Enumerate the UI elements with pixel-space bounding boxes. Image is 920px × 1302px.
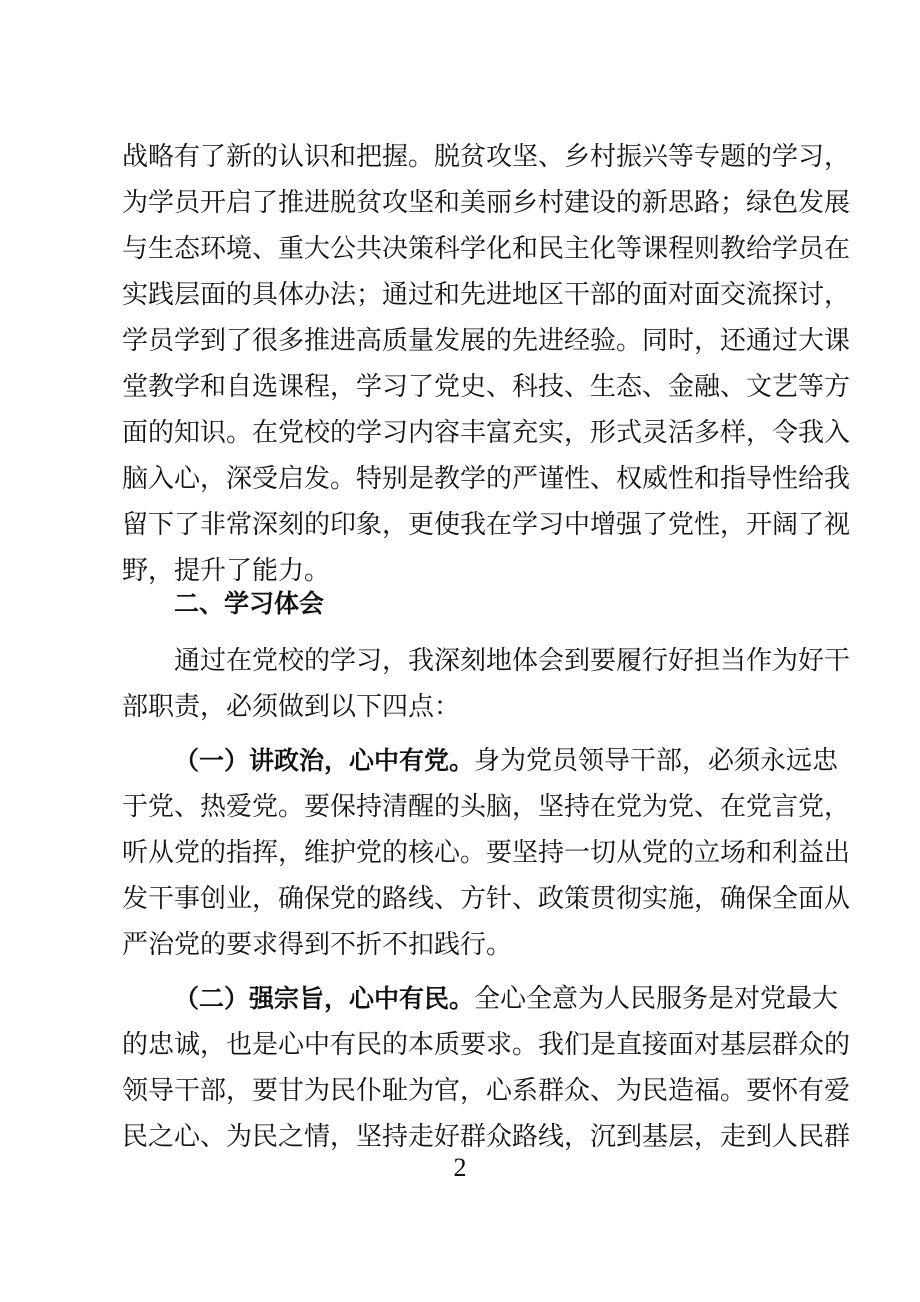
point-text: 身为党员领导干部，必须永远忠 xyxy=(474,746,839,776)
point-lead: （一）讲政治，心中有党。 xyxy=(174,746,475,775)
point-text: 全心全意为人民服务是对党最大 xyxy=(474,984,839,1014)
paragraph-line: 面的知识。在党校的学习内容丰富充实，形式灵活多样，令我入 xyxy=(122,418,851,448)
paragraph-line: 民之心、为民之情，坚持走好群众路线，沉到基层，走到人民群 xyxy=(122,1122,851,1152)
paragraph-line: 听从党的指挥，维护党的核心。要坚持一切从党的立场和利益出 xyxy=(122,838,851,868)
paragraph-line: 领导干部，要甘为民仆耻为官，心系群众、为民造福。要怀有爱 xyxy=(122,1076,851,1106)
paragraph-line: 部职责，必须做到以下四点： xyxy=(122,692,461,722)
paragraph-line: 的忠诚，也是心中有民的本质要求。我们是直接面对基层群众的 xyxy=(122,1030,851,1060)
paragraph-line: 为学员开启了推进脱贫攻坚和美丽乡村建设的新思路；绿色发展 xyxy=(122,188,851,218)
paragraph-line: 留下了非常深刻的印象，更使我在学习中增强了党性，开阔了视 xyxy=(122,510,851,540)
paragraph-line: 战略有了新的认识和把握。脱贫攻坚、乡村振兴等专题的学习， xyxy=(122,142,851,172)
paragraph-line: 与生态环境、重大公共决策科学化和民主化等课程则教给学员在 xyxy=(122,234,851,264)
paragraph-line: 于党、热爱党。要保持清醒的头脑，坚持在党为党、在党言党， xyxy=(122,792,851,822)
paragraph-line: 学员学到了很多推进高质量发展的先进经验。同时，还通过大课 xyxy=(122,326,851,356)
paragraph-line: 严治党的要求得到不折不扣践行。 xyxy=(122,930,513,960)
paragraph-line: 通过在党校的学习，我深刻地体会到要履行好担当作为好干 xyxy=(174,646,851,676)
paragraph-line: 堂教学和自选课程，学习了党史、科技、生态、金融、文艺等方 xyxy=(122,372,851,402)
section-heading: 二、学习体会 xyxy=(174,589,325,618)
paragraph-line: 发干事创业，确保党的路线、方针、政策贯彻实施，确保全面从 xyxy=(122,884,851,914)
point-first-line xyxy=(174,976,839,1022)
paragraph-line: 野，提升了能力。 xyxy=(122,556,331,586)
page-number: 2 xyxy=(453,1153,467,1182)
paragraph-line: 实践层面的具体办法；通过和先进地区干部的面对面交流探讨， xyxy=(122,280,851,310)
point-first-line xyxy=(174,738,839,784)
paragraph-line: 脑入心，深受启发。特别是教学的严谨性、权威性和指导性给我 xyxy=(122,464,851,494)
point-lead: （二）强宗旨，心中有民。 xyxy=(174,984,475,1013)
